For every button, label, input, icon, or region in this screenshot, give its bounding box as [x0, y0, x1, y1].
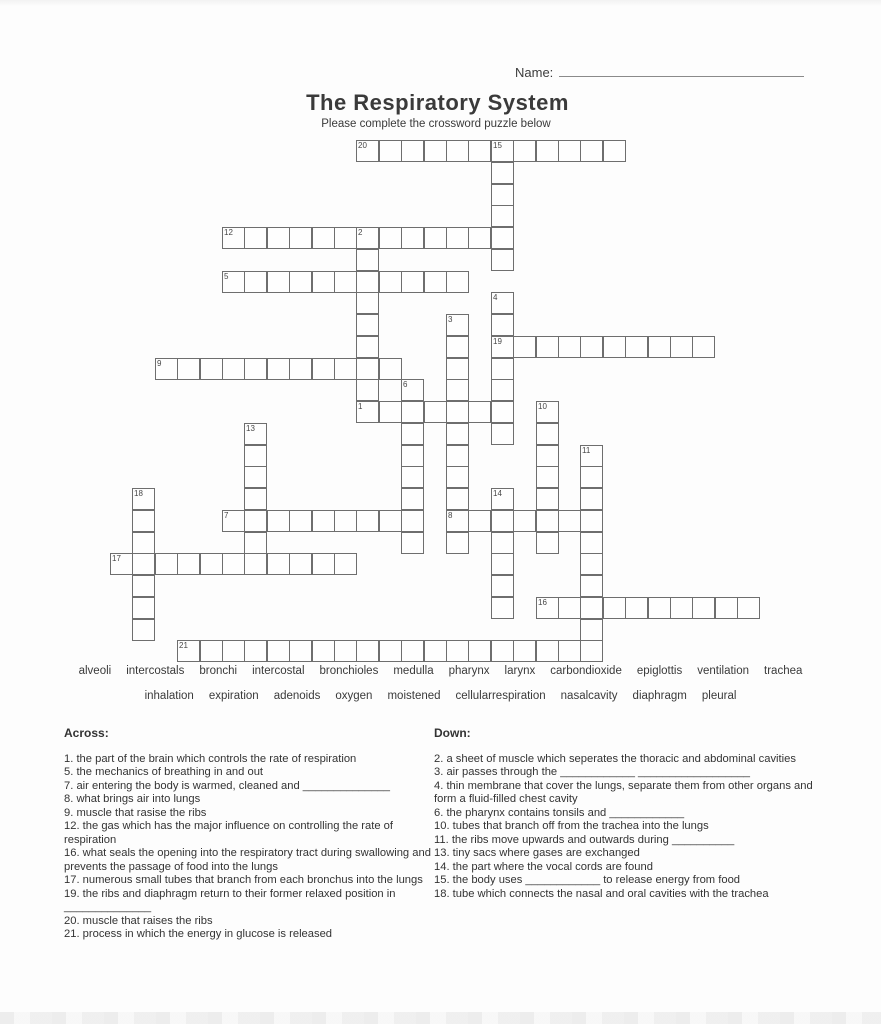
crossword-cell[interactable]: [244, 423, 267, 445]
crossword-cell[interactable]: [401, 488, 424, 510]
cell-number: 18: [134, 489, 143, 498]
cell-number: 4: [493, 293, 498, 302]
crossword-cell[interactable]: [177, 358, 200, 380]
clue-item: 15. the body uses ____________ to release energy from food: [434, 874, 741, 886]
crossword-cell[interactable]: [558, 140, 581, 162]
crossword-cell[interactable]: [244, 227, 267, 249]
word-bank-word: bronchioles: [319, 665, 379, 677]
crossword-cell[interactable]: [580, 597, 603, 619]
crossword-cell[interactable]: [424, 640, 447, 662]
word-bank: [0, 665, 881, 715]
crossword-cell[interactable]: [401, 271, 424, 293]
crossword-cell[interactable]: [580, 488, 603, 510]
crossword-cell[interactable]: [536, 336, 559, 358]
down-section: [434, 727, 834, 901]
crossword-cell[interactable]: [491, 510, 514, 532]
crossword-cell[interactable]: [737, 597, 760, 619]
crossword-cell[interactable]: [536, 466, 559, 488]
crossword-cell[interactable]: [580, 640, 603, 662]
crossword-cell[interactable]: [670, 597, 693, 619]
crossword-cell[interactable]: [446, 336, 469, 358]
word-bank-row-1: [0, 665, 881, 677]
word-bank-word: moistened: [387, 690, 441, 702]
clue-item: 3. air passes through the ____________ __________________: [434, 766, 751, 778]
crossword-cell[interactable]: [356, 358, 379, 380]
crossword-cell[interactable]: [715, 597, 738, 619]
crossword-cell[interactable]: [379, 640, 402, 662]
crossword-cell[interactable]: [446, 466, 469, 488]
crossword-cell[interactable]: [446, 532, 469, 554]
clue-item: 9. muscle that rasise the ribs: [64, 806, 207, 819]
crossword-cell[interactable]: [379, 140, 402, 162]
crossword-cell[interactable]: [312, 227, 335, 249]
crossword-cell[interactable]: [244, 532, 267, 554]
clue-item: 2. a sheet of muscle which seperates the thoracic and abdominal cavities: [434, 752, 796, 765]
crossword-cell[interactable]: [155, 358, 178, 380]
crossword-cell[interactable]: [132, 575, 155, 597]
crossword-cell[interactable]: [379, 358, 402, 380]
crossword-cell[interactable]: [513, 140, 536, 162]
crossword-cell[interactable]: [513, 336, 536, 358]
crossword-cell[interactable]: [132, 510, 155, 532]
crossword-cell[interactable]: [446, 314, 469, 336]
crossword-cell[interactable]: [446, 401, 469, 423]
crossword-cell[interactable]: [289, 271, 312, 293]
crossword-cell[interactable]: [132, 532, 155, 554]
crossword-cell[interactable]: [446, 640, 469, 662]
across-clue-list: [64, 753, 436, 942]
crossword-cell[interactable]: [603, 336, 626, 358]
cell-number: 8: [448, 511, 453, 520]
crossword-cell[interactable]: [536, 510, 559, 532]
crossword-cell[interactable]: [491, 292, 514, 314]
crossword-cell[interactable]: [356, 510, 379, 532]
crossword-cell[interactable]: [334, 553, 357, 575]
crossword-cell[interactable]: [424, 140, 447, 162]
crossword-cell[interactable]: [244, 640, 267, 662]
crossword-cell[interactable]: [536, 423, 559, 445]
crossword-cell[interactable]: [244, 358, 267, 380]
crossword-cell[interactable]: [334, 510, 357, 532]
crossword-cell[interactable]: [244, 553, 267, 575]
crossword-cell[interactable]: [401, 445, 424, 467]
crossword-cell[interactable]: [334, 271, 357, 293]
crossword-cell[interactable]: [132, 488, 155, 510]
crossword-cell[interactable]: [625, 336, 648, 358]
crossword-cell[interactable]: [603, 597, 626, 619]
crossword-cell[interactable]: [356, 314, 379, 336]
down-heading: Down:: [434, 726, 471, 740]
crossword-cell[interactable]: [401, 140, 424, 162]
crossword-cell[interactable]: [379, 401, 402, 423]
crossword-cell[interactable]: [401, 227, 424, 249]
word-bank-word: trachea: [764, 665, 803, 677]
word-bank-word: carbondioxide: [550, 665, 622, 677]
word-bank-word: adenoids: [273, 690, 321, 702]
crossword-cell[interactable]: [491, 162, 514, 184]
crossword-cell[interactable]: [356, 249, 379, 271]
crossword-cell[interactable]: [289, 640, 312, 662]
crossword-cell[interactable]: [491, 488, 514, 510]
crossword-cell[interactable]: [491, 575, 514, 597]
crossword-cell[interactable]: [558, 510, 581, 532]
crossword-cell[interactable]: [312, 553, 335, 575]
clue-item: 7. air entering the body is warmed, cleaned and ______________: [64, 779, 390, 792]
name-row: [515, 64, 804, 80]
cell-number: 1: [358, 402, 363, 411]
crossword-cell[interactable]: [289, 510, 312, 532]
crossword-cell[interactable]: [468, 401, 491, 423]
crossword-cell[interactable]: [267, 271, 290, 293]
crossword-cell[interactable]: [267, 553, 290, 575]
word-bank-word: ventilation: [697, 665, 750, 677]
crossword-cell[interactable]: [580, 140, 603, 162]
word-bank-word: epiglottis: [636, 665, 683, 677]
clue-item: 13. tiny sacs where gases are exchanged: [434, 847, 640, 859]
crossword-cell[interactable]: [468, 640, 491, 662]
clue-item: 20. muscle that raises the ribs: [64, 914, 213, 927]
crossword-cell[interactable]: [312, 271, 335, 293]
cell-number: 3: [448, 315, 453, 324]
crossword-cell[interactable]: [446, 488, 469, 510]
crossword-cell[interactable]: [222, 640, 245, 662]
across-section: [64, 727, 436, 942]
crossword-cell[interactable]: [132, 597, 155, 619]
crossword-cell[interactable]: [491, 205, 514, 227]
crossword-cell[interactable]: [491, 379, 514, 401]
crossword-cell[interactable]: [491, 423, 514, 445]
crossword-cell[interactable]: [379, 227, 402, 249]
cell-number: 9: [157, 359, 162, 368]
crossword-cell[interactable]: [536, 597, 559, 619]
crossword-cell[interactable]: [200, 640, 223, 662]
crossword-cell[interactable]: [580, 532, 603, 554]
crossword-cell[interactable]: [334, 227, 357, 249]
crossword-cell[interactable]: [558, 336, 581, 358]
word-bank-word: bronchi: [199, 665, 238, 677]
crossword-cell[interactable]: [312, 640, 335, 662]
crossword-cell[interactable]: [446, 271, 469, 293]
crossword-cell[interactable]: [580, 466, 603, 488]
crossword-cell[interactable]: [155, 553, 178, 575]
cell-number: 20: [358, 141, 367, 150]
crossword-cell[interactable]: [491, 358, 514, 380]
word-bank-word: intercostals: [126, 665, 185, 677]
word-bank-word: pharynx: [448, 665, 490, 677]
clue-item: 21. process in which the energy in glucose is released: [64, 928, 333, 940]
crossword-cell[interactable]: [580, 510, 603, 532]
crossword-cell[interactable]: [446, 358, 469, 380]
crossword-cell[interactable]: [401, 640, 424, 662]
across-heading: Across:: [64, 726, 109, 740]
cell-number: 19: [493, 337, 502, 346]
crossword-cell[interactable]: [401, 401, 424, 423]
word-bank-word: nasalcavity: [560, 690, 618, 702]
crossword-cell[interactable]: [513, 510, 536, 532]
crossword-cell[interactable]: [491, 597, 514, 619]
word-bank-word: oxygen: [335, 690, 373, 702]
crossword-cell[interactable]: [446, 379, 469, 401]
crossword-cell[interactable]: [648, 597, 671, 619]
crossword-cell[interactable]: [536, 640, 559, 662]
word-bank-word: pleural: [701, 690, 737, 702]
crossword-cell[interactable]: [222, 227, 245, 249]
crossword-cell[interactable]: [580, 445, 603, 467]
crossword-cell[interactable]: [536, 532, 559, 554]
crossword-cell[interactable]: [536, 140, 559, 162]
page-title: The Respiratory System: [306, 90, 569, 115]
crossword-cell[interactable]: [379, 510, 402, 532]
crossword-cell[interactable]: [491, 314, 514, 336]
crossword-cell[interactable]: [625, 597, 648, 619]
clue-item: 12. the gas which has the major influence on controlling the rate of respiration: [64, 820, 393, 846]
crossword-cell[interactable]: [244, 466, 267, 488]
crossword-cell[interactable]: [424, 401, 447, 423]
crossword-cell[interactable]: [513, 640, 536, 662]
crossword-cell[interactable]: [424, 227, 447, 249]
word-bank-word: expiration: [208, 690, 259, 702]
word-bank-word: medulla: [393, 665, 434, 677]
crossword-cell[interactable]: [491, 184, 514, 206]
crossword-cell[interactable]: [401, 423, 424, 445]
crossword-cell[interactable]: [446, 227, 469, 249]
clue-item: 19. the ribs and diaphragm return to their former relaxed position in ______________: [64, 887, 396, 913]
cell-number: 12: [224, 228, 233, 237]
crossword-cell[interactable]: [312, 358, 335, 380]
crossword-cell[interactable]: [446, 510, 469, 532]
crossword-cell[interactable]: [222, 358, 245, 380]
crossword-cell[interactable]: [603, 140, 626, 162]
crossword-cell[interactable]: [200, 358, 223, 380]
crossword-cell[interactable]: [267, 510, 290, 532]
cell-number: 5: [224, 272, 229, 281]
cell-number: 13: [246, 424, 255, 433]
crossword-cell[interactable]: [692, 597, 715, 619]
clue-item: 8. what brings air into lungs: [64, 793, 201, 805]
name-input-line[interactable]: [559, 64, 804, 77]
crossword-cell[interactable]: [110, 553, 133, 575]
crossword-cell[interactable]: [244, 488, 267, 510]
scan-top-edge: [0, 0, 881, 6]
crossword-cell[interactable]: [132, 619, 155, 641]
crossword-cell[interactable]: [177, 640, 200, 662]
clue-item: 10. tubes that branch off from the trachea into the lungs: [434, 820, 709, 832]
crossword-cell[interactable]: [401, 510, 424, 532]
crossword-cell[interactable]: [580, 336, 603, 358]
clue-item: 4. thin membrane that cover the lungs, separate them from other organs and form a fluid-filled chest cavity: [434, 779, 813, 805]
word-bank-row-2: [0, 690, 881, 702]
crossword-cell[interactable]: [356, 140, 379, 162]
crossword-cell[interactable]: [580, 575, 603, 597]
crossword-cell[interactable]: [312, 510, 335, 532]
cell-number: 6: [403, 380, 408, 389]
crossword-cell[interactable]: [491, 553, 514, 575]
crossword-cell[interactable]: [244, 510, 267, 532]
crossword-cell[interactable]: [267, 358, 290, 380]
crossword-cell[interactable]: [670, 336, 693, 358]
crossword-cell[interactable]: [580, 619, 603, 641]
crossword-cell[interactable]: [580, 553, 603, 575]
crossword-cell[interactable]: [132, 553, 155, 575]
clue-item: 1. the part of the brain which controls the rate of respiration: [64, 752, 357, 765]
crossword-cell[interactable]: [491, 249, 514, 271]
crossword-cell[interactable]: [379, 271, 402, 293]
crossword-cell[interactable]: [491, 140, 514, 162]
clue-item: 16. what seals the opening into the respiratory tract during swallowing and prevents the passage of food into the lungs: [64, 847, 431, 873]
down-clue-list: [434, 753, 834, 902]
crossword-cell[interactable]: [401, 379, 424, 401]
word-bank-word: alveoli: [78, 665, 112, 677]
crossword-cell[interactable]: [222, 271, 245, 293]
clue-item: 5. the mechanics of breathing in and out: [64, 766, 264, 778]
crossword-cell[interactable]: [356, 640, 379, 662]
crossword-cell[interactable]: [446, 423, 469, 445]
crossword-cell[interactable]: [334, 640, 357, 662]
cell-number: 10: [538, 402, 547, 411]
crossword-cell[interactable]: [356, 401, 379, 423]
crossword-cell[interactable]: [244, 445, 267, 467]
crossword-cell[interactable]: [648, 336, 671, 358]
crossword-cell[interactable]: [692, 336, 715, 358]
crossword-cell[interactable]: [446, 140, 469, 162]
crossword-cell[interactable]: [222, 553, 245, 575]
clue-item: 18. tube which connects the nasal and oral cavities with the trachea: [434, 887, 769, 900]
word-bank-word: inhalation: [144, 690, 194, 702]
crossword-cell[interactable]: [491, 640, 514, 662]
word-bank-word: cellularrespiration: [455, 690, 546, 702]
crossword-cell[interactable]: [177, 553, 200, 575]
scan-bottom-edge: [0, 1012, 881, 1024]
cell-number: 21: [179, 641, 188, 650]
crossword-cell[interactable]: [267, 640, 290, 662]
cell-number: 17: [112, 554, 121, 563]
crossword-cell[interactable]: [200, 553, 223, 575]
cell-number: 16: [538, 598, 547, 607]
crossword-cell[interactable]: [558, 640, 581, 662]
crossword-cell[interactable]: [289, 553, 312, 575]
crossword-cell[interactable]: [491, 401, 514, 423]
crossword-cell[interactable]: [401, 466, 424, 488]
clue-item: 6. the pharynx contains tonsils and ____________: [434, 806, 685, 819]
crossword-cell[interactable]: [356, 271, 379, 293]
crossword-cell[interactable]: [424, 271, 447, 293]
clue-item: 11. the ribs move upwards and outwards during __________: [434, 833, 735, 846]
word-bank-word: diaphragm: [632, 690, 687, 702]
name-label: Name:: [515, 65, 554, 80]
crossword-cell[interactable]: [244, 271, 267, 293]
cell-number: 11: [582, 446, 591, 455]
crossword-cell[interactable]: [468, 140, 491, 162]
cell-number: 7: [224, 511, 229, 520]
crossword-cell[interactable]: [446, 445, 469, 467]
crossword-cell[interactable]: [356, 379, 379, 401]
word-bank-word: intercostal: [252, 665, 305, 677]
crossword-cell[interactable]: [289, 358, 312, 380]
crossword-cell[interactable]: [536, 445, 559, 467]
crossword-cell[interactable]: [491, 227, 514, 249]
word-bank-word: larynx: [504, 665, 536, 677]
crossword-cell[interactable]: [468, 510, 491, 532]
cell-number: 2: [358, 228, 363, 237]
crossword-cell[interactable]: [491, 336, 514, 358]
crossword-cell[interactable]: [491, 532, 514, 554]
crossword-cell[interactable]: [536, 401, 559, 423]
crossword-cell[interactable]: [356, 292, 379, 314]
crossword-cell[interactable]: [289, 227, 312, 249]
crossword-cell[interactable]: [356, 336, 379, 358]
crossword-cell[interactable]: [267, 227, 290, 249]
crossword-cell[interactable]: [558, 597, 581, 619]
page-subtitle: Please complete the crossword puzzle below: [321, 118, 551, 130]
clue-item: 14. the part where the vocal cords are found: [434, 860, 653, 873]
crossword-cell[interactable]: [401, 532, 424, 554]
crossword-cell[interactable]: [334, 358, 357, 380]
crossword-cell[interactable]: [536, 488, 559, 510]
clue-item: 17. numerous small tubes that branch from each bronchus into the lungs: [64, 874, 423, 886]
crossword-cell[interactable]: [222, 510, 245, 532]
cell-number: 14: [493, 489, 502, 498]
crossword-cell[interactable]: [468, 227, 491, 249]
crossword-cell[interactable]: [356, 227, 379, 249]
cell-number: 15: [493, 141, 502, 150]
